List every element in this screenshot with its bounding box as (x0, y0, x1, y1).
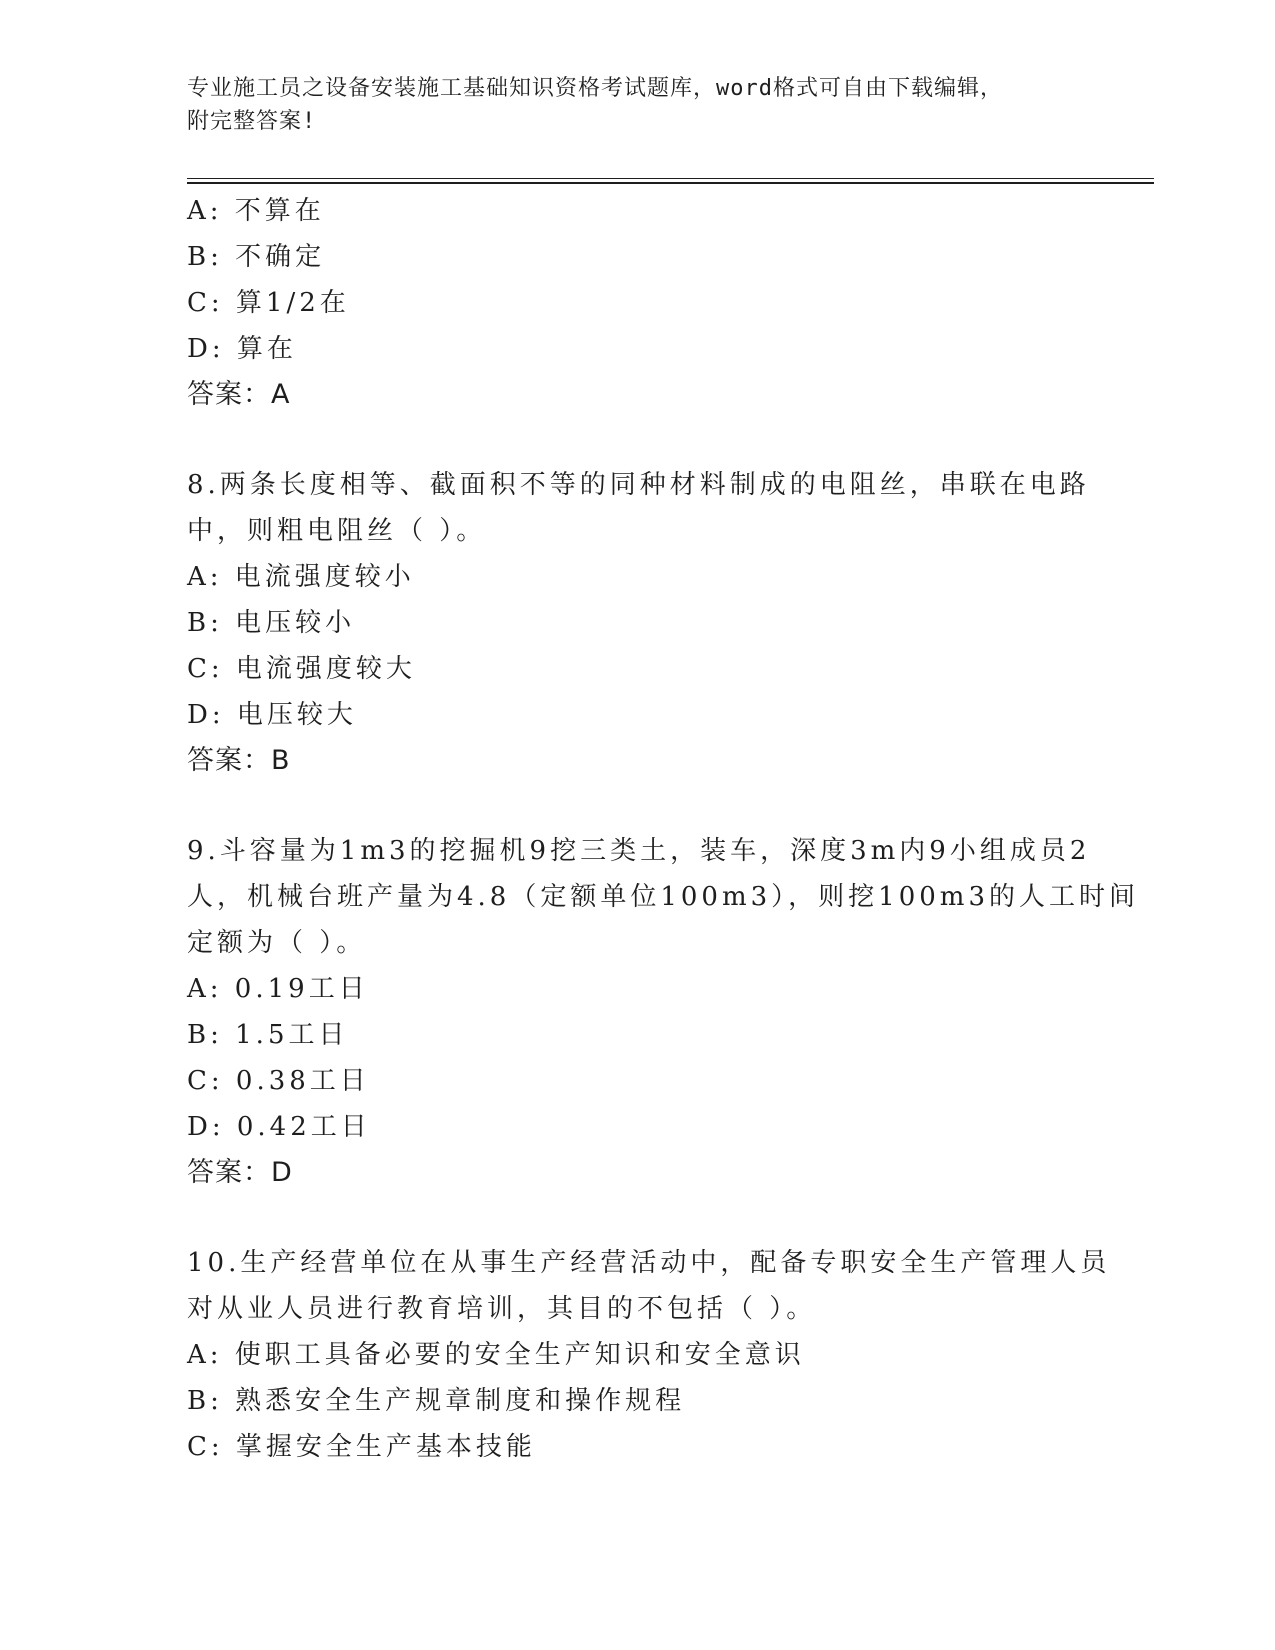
q7-option-c: C: 算1/2在 (187, 288, 350, 318)
question-10-block (187, 1240, 1111, 1470)
q9-option-c: C: 0.38工日 (187, 1066, 370, 1096)
q7-option-a: A: 不算在 (187, 196, 325, 226)
q8-option-d: D: 电压较大 (187, 700, 357, 730)
spacer (187, 1196, 1087, 1240)
q9-option-a: A: 0.19工日 (187, 974, 369, 1004)
q9-stem-line-2: 人，机械台班产量为4.8（定额单位100m3），则挖100m3的人工时间 (187, 882, 1139, 912)
q7-answer: 答案：A (187, 379, 291, 410)
q10-stem-line-1: 10.生产经营单位在从事生产经营活动中，配备专职安全生产管理人员 (187, 1248, 1111, 1278)
spacer (187, 784, 1087, 828)
question-list (187, 188, 1139, 1470)
q7-option-b: B: 不确定 (187, 242, 326, 272)
q8-stem-line-1: 8.两条长度相等、截面积不等的同种材料制成的电阻丝，串联在电路 (187, 470, 1090, 500)
document-header (187, 72, 1087, 138)
q8-answer: 答案：B (187, 745, 291, 776)
q8-stem-line-2: 中，则粗电阻丝（ ）。 (187, 516, 487, 546)
q10-option-c: C: 掌握安全生产基本技能 (187, 1432, 536, 1462)
question-8-block (187, 462, 1090, 784)
q10-option-b: B: 熟悉安全生产规章制度和操作规程 (187, 1386, 686, 1416)
q9-option-d: D: 0.42工日 (187, 1112, 371, 1142)
header-divider-thick (187, 182, 1154, 184)
q8-option-a: A: 电流强度较小 (187, 562, 415, 592)
question-7-block (187, 188, 1087, 418)
q9-stem-line-1: 9.斗容量为1m3的挖掘机9挖三类土，装车，深度3m内9小组成员2 (187, 836, 1091, 866)
q8-option-b: B: 电压较小 (187, 608, 356, 638)
header-divider-thin (187, 178, 1154, 179)
q8-option-c: C: 电流强度较大 (187, 654, 416, 684)
q9-stem-line-3: 定额为（ ）。 (187, 928, 367, 958)
header-title-line-2: 附完整答案! (187, 109, 317, 134)
q9-answer: 答案：D (187, 1157, 293, 1188)
q9-option-b: B: 1.5工日 (187, 1020, 349, 1050)
q10-option-a: A: 使职工具备必要的安全生产知识和安全意识 (187, 1340, 805, 1370)
spacer (187, 418, 1087, 462)
q7-option-d: D: 算在 (187, 334, 297, 364)
q10-stem-line-2: 对从业人员进行教育培训，其目的不包括（ ）。 (187, 1294, 817, 1324)
question-9-block (187, 828, 1139, 1196)
header-title-line-1: 专业施工员之设备安装施工基础知识资格考试题库，word格式可自由下载编辑， (187, 76, 1003, 101)
